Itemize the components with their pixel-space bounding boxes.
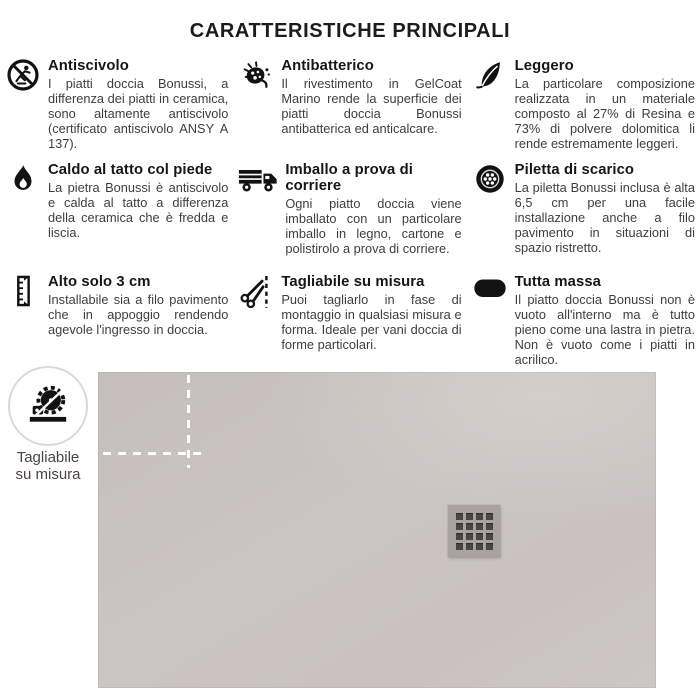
cut-to-size-badge [8, 366, 88, 446]
feather-icon [472, 58, 508, 94]
solid-mass-icon [472, 274, 508, 310]
feature-description: Ogni piatto doccia viene imballato con un particolare imballo in legno, cartone e polistirolo a prova di corriere. [285, 196, 462, 256]
feature-title: Tutta massa [514, 274, 602, 290]
cut-to-size-badge-label: Tagliabile su misura [15, 449, 81, 483]
cut-line-horizontal [103, 452, 207, 455]
scissors-icon [238, 274, 274, 310]
ruler-icon [5, 274, 41, 310]
feature-description: I piatti doccia Bonussi, a differenza dei piatti in ceramica, sono altamente antiscivolo (certificato antiscivolo ANSY A 137). [48, 76, 229, 151]
flame-icon [5, 162, 41, 198]
feature-description: La particolare composizione realizzata in un materiale composto al 27% di Resina e 73% di polvere dolomitica li rende estremamente leggeri. [514, 76, 695, 151]
feature-title: Caldo al tatto col piede [48, 162, 213, 178]
feature-piletta [472, 156, 695, 268]
feature-title: Antiscivolo [48, 58, 129, 74]
feature-antiscivolo [5, 52, 228, 156]
drain-icon [472, 162, 508, 198]
feature-antibatterico [238, 52, 461, 156]
feature-title: Leggero [514, 58, 574, 74]
page-title: CARATTERISTICHE PRINCIPALI [189, 20, 511, 43]
feature-alto-3cm [5, 268, 228, 367]
delivery-truck-icon [238, 162, 278, 198]
feature-title: Piletta di scarico [514, 162, 635, 178]
drain-plate [448, 505, 500, 557]
feature-description: Installabile sia a filo pavimento che in appoggio rendendo agevole l'ingresso in doccia. [48, 292, 229, 337]
feature-description: La pietra Bonussi è antiscivolo e calda al tatto a differenza della ceramica che è fredda e liscia. [48, 180, 229, 240]
feature-title: Imballo a prova di corriere [285, 162, 413, 194]
feature-leggero [472, 52, 695, 156]
bacteria-icon [238, 58, 274, 94]
feature-description: Il rivestimento in GelCoat Marino rende la superficie dei piatti doccia Bonussi antibatterica ed anticalcare. [281, 76, 462, 136]
feature-title: Alto solo 3 cm [48, 274, 151, 290]
no-slip-icon [5, 58, 41, 94]
feature-title: Antibatterico [281, 58, 374, 74]
drain-grate-holes [456, 513, 493, 550]
shower-tray-photo [98, 372, 656, 688]
feature-description: La piletta Bonussi inclusa è alta 6,5 cm per una facile installazione anche a filo pavimento in situazioni di spazio ristretto. [514, 180, 695, 255]
feature-description: Il piatto doccia Bonussi non è vuoto all'interno ma è tutto pieno come una lastra in pietra. Non è vuoto come i piatti in acrilico. [514, 292, 695, 367]
feature-caldo-al-tatto [5, 156, 228, 268]
feature-tagliabile [238, 268, 461, 367]
features-grid [5, 52, 695, 367]
circular-saw-icon [25, 382, 71, 431]
feature-title: Tagliabile su misura [281, 274, 425, 290]
feature-imballo [238, 156, 461, 268]
feature-description: Puoi tagliarlo in fase di montaggio in qualsiasi misura e forma. Ideale per vani doccia di forme particolari. [281, 292, 462, 352]
feature-tutta-massa [472, 268, 695, 367]
